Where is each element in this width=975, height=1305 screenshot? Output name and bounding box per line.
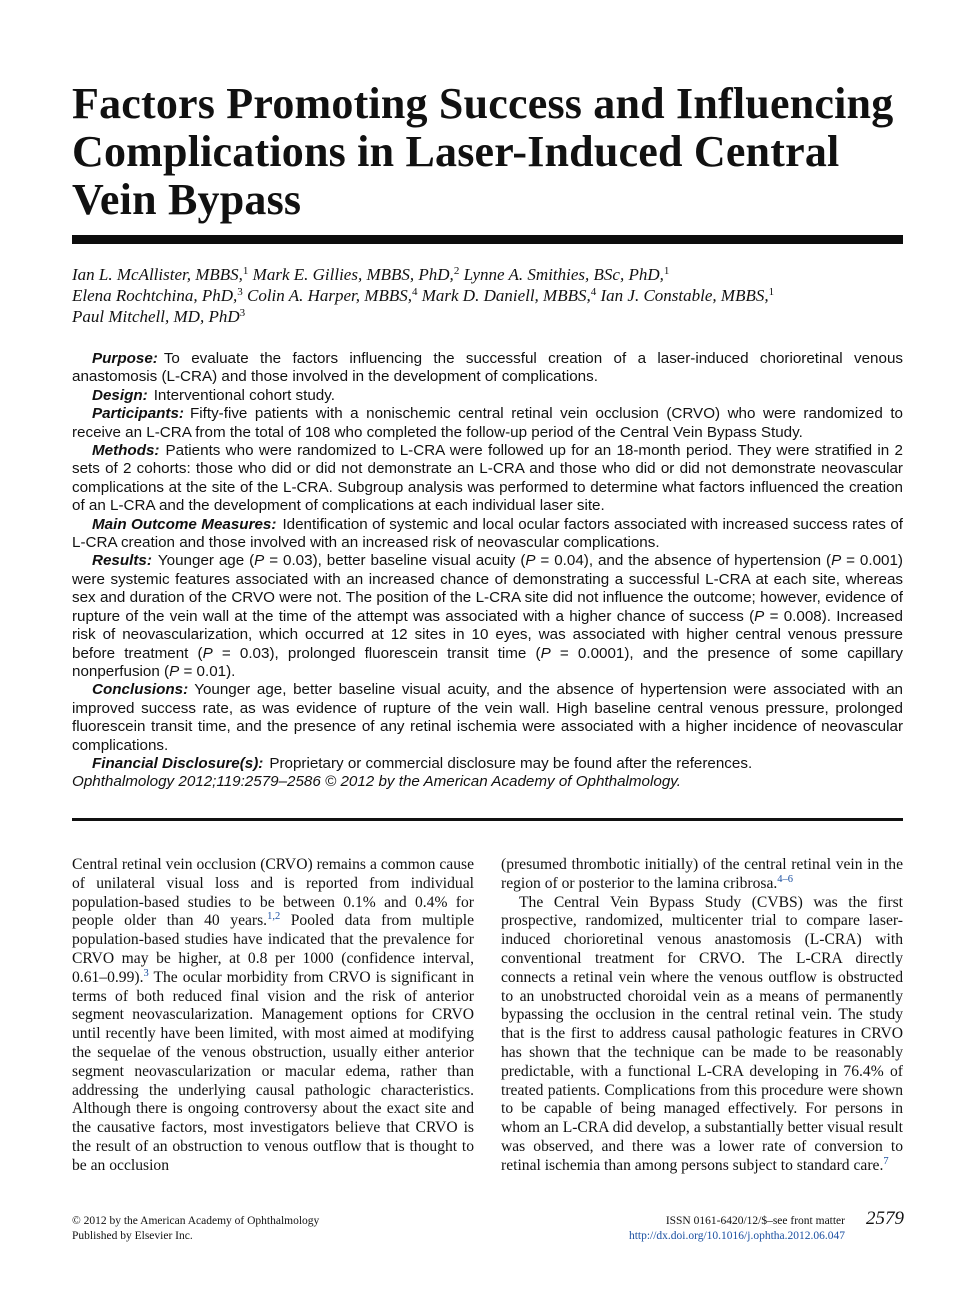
author-name: Mark D. Daniell, MBBS, <box>421 286 591 305</box>
author-name: Lynne A. Smithies, BSc, PhD, <box>463 265 664 284</box>
section-label: Purpose: <box>92 350 158 367</box>
p-value-symbol: P <box>169 662 180 680</box>
p-value-symbol: P <box>202 644 213 662</box>
footer-left <box>72 1214 472 1244</box>
publisher-notice: Published by Elsevier Inc. <box>72 1230 193 1242</box>
affiliation-mark: 1 <box>242 265 249 277</box>
abstract-conclusions <box>72 681 903 755</box>
abstract-rule <box>72 818 903 821</box>
author-name: Paul Mitchell, MD, PhD <box>72 307 240 326</box>
author-name: Mark E. Gillies, MBBS, PhD, <box>252 265 454 284</box>
section-text: Identification of systemic and local ocular factors associated with increased success rates of L-CRA creation and those involved with an increased risk of neovascular complications. <box>72 515 903 552</box>
abstract-methods <box>72 442 903 516</box>
results-text: = 0.008). Increased risk of neovascularization, which occurred at 12 sites in 10 eyes, was associated with higher central venous pressure before treatment ( <box>72 607 903 662</box>
abstract-participants <box>72 405 903 442</box>
body-text: (presumed thrombotic initially) of the central retinal vein in the region of or posterior to the lamina cribrosa. <box>501 856 903 892</box>
results-text: Younger age ( <box>157 552 255 570</box>
affiliation-mark: 3 <box>237 286 243 298</box>
section-label: Conclusions: <box>92 681 189 699</box>
p-value-symbol: P <box>831 552 842 570</box>
results-text: = 0.0001), and the presence of some capillary nonperfusion ( <box>72 644 903 680</box>
body-paragraph <box>501 894 903 1176</box>
author-name: Ian L. McAllister, MBBS, <box>72 265 243 284</box>
copyright-notice: © 2012 by the American Academy of Ophthalmology <box>72 1215 320 1227</box>
section-text: To evaluate the factors influencing the successful creation of a laser-induced chorioretinal venous anastomosis (L-CRA) and those involved in the development of complications. <box>72 350 903 386</box>
reference-link[interactable]: 7 <box>883 1155 889 1167</box>
abstract-outcomes <box>72 516 903 553</box>
section-text: Interventional cohort study. <box>153 386 335 404</box>
abstract-purpose <box>72 350 903 387</box>
body-text: Pooled data from multiple population-based studies have indicated that the prevalence for CRVO may be higher, at 0.8 per 1000 (confidence interval, 0.61–0.99). <box>72 912 474 986</box>
title-rule <box>72 235 903 244</box>
footer-right <box>560 1214 845 1244</box>
body-text: The ocular morbidity from CRVO is significant in terms of both reduced final vision and the risk of anterior segment neovascularization. Management options for CRVO until recently have been limited, with most aimed at modifying the sequelae of the venous obstruction, usually either anterior segment neovascularization or macular edema, rather than addressing the underlying causal pathologic characteristics. Although there is ongoing controversy about the exact site and the causative factors, most investigators believe that CRVO is the result of an obstruction to venous outflow that is thought to be an occlusion <box>72 968 474 1174</box>
journal-citation: Ophthalmology 2012;119:2579–2586 © 2012 by the American Academy of Ophthalmology. <box>72 773 681 791</box>
affiliation-mark: 4 <box>411 286 418 298</box>
body-paragraph <box>72 856 474 1176</box>
results-text: = 0.04), and the absence of hypertension ( <box>535 552 832 570</box>
affiliation-mark: 3 <box>239 307 246 319</box>
reference-link[interactable]: 3 <box>143 967 149 979</box>
author-name: Ian J. Constable, MBBS, <box>600 286 769 305</box>
results-text: = 0.01). <box>179 662 236 680</box>
body-text: The Central Vein Bypass Study (CVBS) was the first prospective, randomized, multicenter trial to compare laser-induced chorioretinal venous anastomosis (L-CRA) with conventional treatment for CRVO. The L-CRA directly connects a retinal vein where the venous outflow is obstructed to an unobstructed choroidal vein as a means of permanently bypassing the occlusion in the central retinal vein. The study that is the first to address causal pathologic features in CRVO has shown that the technique can be made to be reasonably predictable, with a functional L-CRA developing in 76.4% of treated patients. Complications from this procedure were shown to be capable of being managed effectively. For persons in whom an L-CRA did develop, a substantially better visual result was observed, and there was a lower rate of conversion to retinal ischemia than among persons subject to standard care. <box>501 893 903 1174</box>
article-title: Factors Promoting Success and Influencing Complications in Laser-Induced Central Vein Bypass <box>72 79 894 224</box>
results-text: = 0.001) were systemic features associated with an increased chance of demonstrating a successful L-CRA at each site, whereas sex and duration of the CRVO were not. The position of the L-CRA site did not influence the outcome; however, evidence of rupture of the vein wall at the time of the attempt was associated with a higher chance of success ( <box>72 552 903 625</box>
section-text: Proprietary or commercial disclosure may be found after the references. <box>269 754 753 772</box>
author-list <box>72 264 912 327</box>
results-text: = 0.03), better baseline visual acuity ( <box>264 552 526 570</box>
page-number: 2579 <box>866 1208 904 1229</box>
section-label: Financial Disclosure(s): <box>92 754 264 772</box>
body-column-left <box>72 856 474 1176</box>
reference-link[interactable]: 4–6 <box>777 873 794 885</box>
body-column-right <box>501 856 903 1176</box>
section-label: Main Outcome Measures: <box>92 515 277 533</box>
p-value-symbol: P <box>540 644 551 662</box>
issn-notice: ISSN 0161-6420/12/$–see front matter <box>665 1215 845 1227</box>
doi-link[interactable]: http://dx.doi.org/10.1016/j.ophtha.2012.06.047 <box>628 1230 845 1242</box>
section-label: Methods: <box>92 442 160 460</box>
results-text: = 0.03), prolonged fluorescein transit time ( <box>212 644 541 662</box>
section-label: Participants: <box>92 405 184 423</box>
abstract-design <box>72 387 903 405</box>
section-label: Design: <box>92 386 148 404</box>
p-value-symbol: P <box>754 607 765 625</box>
p-value-symbol: P <box>254 552 265 570</box>
section-label: Results: <box>92 552 152 570</box>
section-text: Fifty-five patients with a nonischemic central retinal vein occlusion (CRVO) who were randomized to receive an L-CRA from the total of 108 who completed the follow-up period of the Central Vein Bypass Study. <box>72 405 903 441</box>
body-paragraph <box>501 856 903 894</box>
affiliation-mark: 4 <box>590 286 597 298</box>
affiliation-mark: 1 <box>768 286 775 298</box>
section-text: Younger age, better baseline visual acuity, and the absence of hypertension were associated with an improved success rate, as was evidence of rupture of the vein wall. High baseline central venous pressure, prolonged fluorescein transit time, and the presence of any retinal ischemia were associated with a higher incidence of neovascular complications. <box>72 681 903 754</box>
reference-link[interactable]: 1,2 <box>267 911 281 923</box>
body-text: Central retinal vein occlusion (CRVO) remains a common cause of unilateral visual loss and is reported from individual population-based studies to be between 0.1% and 0.4% for people older than 40 years. <box>72 856 474 930</box>
section-text: Patients who were randomized to L-CRA were followed up for an 18-month period. They were stratified in 2 sets of 2 cohorts: those who did or did not demonstrate an L-CRA and those who did or did not demonstrate neovascular complications at the site of the L-CRA. Subgroup analysis was performed to determine what factors influenced the creation of an L-CRA and the development of complications at each individual laser site. <box>72 442 903 515</box>
abstract-results <box>72 552 903 681</box>
author-name: Elena Rochtchina, PhD, <box>72 286 238 305</box>
author-name: Colin A. Harper, MBBS, <box>247 286 412 305</box>
affiliation-mark: 1 <box>663 265 670 277</box>
p-value-symbol: P <box>525 552 536 570</box>
affiliation-mark: 2 <box>453 265 460 277</box>
abstract-disclosure <box>72 755 903 773</box>
abstract <box>72 350 903 792</box>
